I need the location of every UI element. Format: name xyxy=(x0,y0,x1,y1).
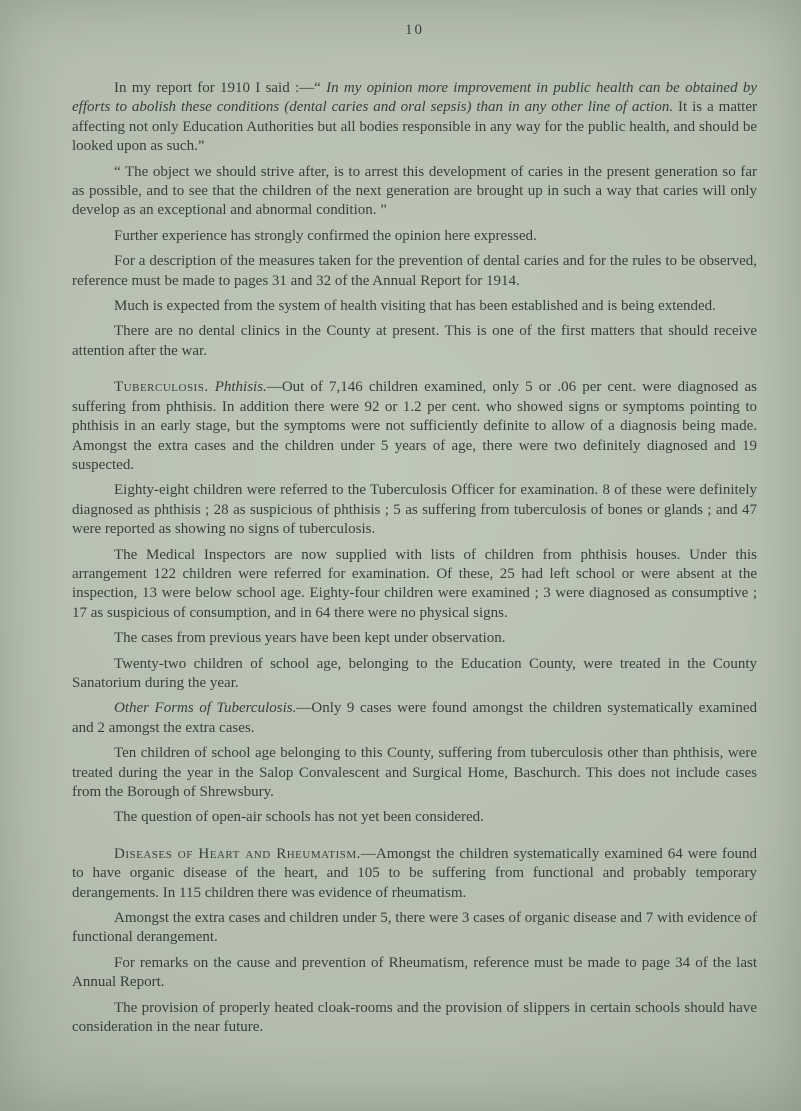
text-segment-normal: —Out of 7,146 children examined, only 5 or .06 per cent. were diagnosed as suffering from phthisis. In addition there were 92 or 1.2 per cent. who showed signs or symptoms pointing to phthisis in an early stage, but the symptoms were not sufficiently definite to allow of a diagnosis being made. Amongst the extra cases and the children under 5 years of age, there were two definitely diagnosed and 19 suspected. xyxy=(72,379,757,473)
text-segment-normal: Amongst the extra cases and children under 5, there were 3 cases of organic disease and 7 with evidence of functional derangement. xyxy=(72,910,757,946)
text-segment-italic: In my opinion more improvement in public health can be obtained by efforts to abolish these conditions (dental caries and oral sepsis) than in any other line of action. xyxy=(72,80,757,116)
text-segment-normal: There are no dental clinics in the County at present. This is one of the first matters that should receive attention after the war. xyxy=(72,323,757,359)
paragraph-other-forms xyxy=(72,699,757,738)
page-number: 10 xyxy=(405,22,424,38)
text-segment-normal: Twenty-two children of school age, belonging to the Education County, were treated in the County Sanatorium during the year. xyxy=(72,655,757,691)
text-segment-normal: Eighty-eight children were referred to the Tuberculosis Officer for examination. 8 of these were definitely diagnosed as phthisis ; 28 as suspicious of phthisis ; 5 as suffering from tuberculosis of bones or glands ; and 47 were reported as showing no signs of tuberculosis. xyxy=(72,482,757,538)
text-segment-italic: Phthisis. xyxy=(214,379,267,396)
paragraph-dental-clinics xyxy=(72,322,757,361)
paragraph-measures-reference xyxy=(72,252,757,291)
text-segment-normal: The question of open-air schools has not yet been considered. xyxy=(114,809,484,826)
text-segment-normal: It is a matter affecting not only Education Authorities but all bodies responsible in any way for the public health, and should be looked upon as such.” xyxy=(72,99,757,155)
paragraph-sanatorium xyxy=(72,655,757,694)
text-segment-italic: Other Forms of Tuberculosis. xyxy=(114,700,297,717)
text-segment-normal: Ten children of school age belonging to this County, suffering from tuberculosis other than phthisis, were treated during the year in the Salop Convalescent and Surgical Home, Baschurch. This does not include cases from the Borough of Shrewsbury. xyxy=(72,745,757,800)
paragraph-intro-quote xyxy=(72,79,757,157)
text-segment-normal: —Amongst the children systematically examined 64 were found to have organic disease of the heart, and 105 to be suffering from functional and probably temporary derangements. In 115 children there was evidence of rheumatism. xyxy=(72,845,758,901)
paragraph-phthisis-houses xyxy=(72,546,757,624)
paragraph-open-air-schools xyxy=(72,808,757,827)
document-body xyxy=(72,79,757,1037)
text-segment-normal: Much is expected from the system of health visiting that has been established and is being extended. xyxy=(114,298,716,315)
text-segment-normal: For a description of the measures taken for the prevention of dental caries and for the rules to be observed, reference must be made to pages 31 and 32 of the Annual Report for 1914. xyxy=(72,253,757,289)
text-segment-normal: In my report for 1910 I said :—“ xyxy=(114,80,327,96)
text-segment-normal: The Medical Inspectors are now supplied with lists of children from phthisis houses. Under this arrangement 122 children were referred for examination. Of these, 25 had left school or were absent at the inspection, 13 were below school age. Eighty-four children were examined ; 3 were diagnosed as consumptive ; 17 as suspicious of consumption, and in 64 there were no physical signs. xyxy=(72,546,757,621)
text-segment-normal: “ The object we should strive after, is to arrest this development of caries in the present generation so far as possible, and to see that the children of the next generation are brought up in such a way that caries will only develop as an exceptional and abnormal condition. ” xyxy=(72,163,757,219)
text-segment-normal: Further experience has strongly confirmed the opinion here expressed. xyxy=(114,227,537,244)
text-segment-normal: —Only 9 cases were found amongst the children systematically examined and 2 amongst the extra cases. xyxy=(72,700,757,736)
paragraph-extra-cases-heart xyxy=(72,909,757,948)
paragraph-referred-to-officer xyxy=(72,481,757,539)
text-segment-normal: The provision of properly heated cloak-rooms and the provision of slippers in certain schools should have consideration in the near future. xyxy=(72,999,757,1036)
paragraph-health-visiting xyxy=(72,297,757,316)
paragraph-further-experience xyxy=(72,227,757,246)
paragraph-previous-years xyxy=(72,629,757,648)
paragraph-object-quote xyxy=(72,163,757,221)
text-segment-normal: The cases from previous years have been kept under observation. xyxy=(114,630,506,647)
paragraph-heart-rheumatism xyxy=(72,845,757,903)
paragraph-rheumatism-reference xyxy=(72,954,757,993)
paragraph-baschurch-home xyxy=(72,744,757,802)
text-segment-smallcaps: Diseases of Heart and Rheumatism. xyxy=(114,845,361,862)
paragraph-cloak-rooms xyxy=(72,999,757,1038)
text-segment-normal: For remarks on the cause and prevention of Rheumatism, reference must be made to page 34 of the last Annual Report. xyxy=(72,954,757,991)
text-segment-smallcaps: Tuberculosis. xyxy=(114,379,209,396)
paragraph-tuberculosis-phthisis xyxy=(72,378,757,475)
